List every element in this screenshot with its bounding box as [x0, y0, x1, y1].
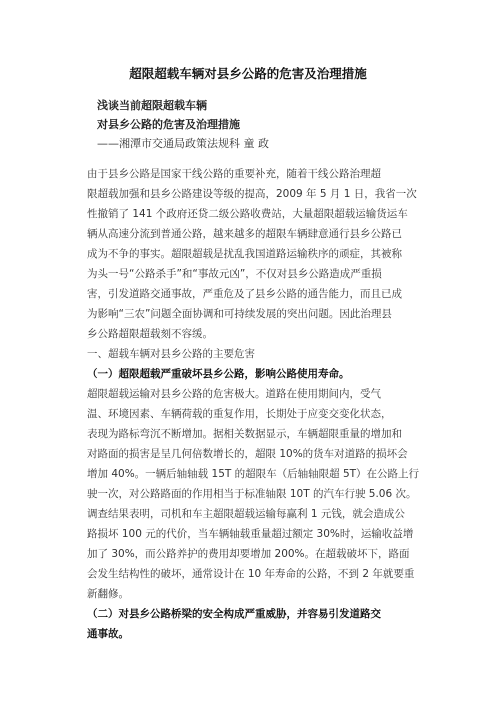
- body-line: 为影响“三农”问题全面协调和可持续发展的突出问题。因此治理县: [87, 308, 392, 320]
- body-line: 驶一次，对公路路面的作用相当于标准轴限 10T 的汽车行驶 5.06 次。: [87, 488, 417, 500]
- body-line: 温、环境因素、车辆荷载的重复作用，长期处于应变交变化状态，: [87, 408, 392, 420]
- body-line: 增加 40%。一辆后轴轴载 15T 的超限车（后轴轴限超 5T）在公路上行: [87, 468, 420, 480]
- section-heading: 一、超载车辆对县乡公路的主要危害: [87, 348, 255, 360]
- body-line: 超限超载运输对县乡公路的危害极大。道路在使用期间内，受气: [87, 388, 381, 400]
- body-line: 限超载加强和县乡公路建设等级的提高，2009 年 5 月 1 日，我省一次: [87, 188, 417, 200]
- body-line: 路损坏 100 元的代价，当车辆轴载重量超过额定 30%时，运输收益增: [87, 528, 414, 540]
- body-line: 成为不争的事实。超限超载是扰乱我国道路运输秩序的顽症，其被称: [87, 248, 402, 260]
- body-line: 性撤销了 141 个政府还贷二级公路收费站，大量超限超载运输货运车: [87, 208, 408, 220]
- body-line: 加了 30%，而公路养护的费用却要增加 200%。在超载破坏下，路面: [87, 548, 410, 560]
- body-line: 对路面的损害是呈几何倍数增长的，超限 10%的货车对道路的损坏会: [87, 448, 408, 460]
- body-line: 害，引发道路交通事故，严重危及了县乡公路的通告能力，而且已成: [87, 288, 402, 300]
- body-line: 表现为路标弯沉不断增加。据相关数据显示，车辆超限重量的增加和: [87, 428, 402, 440]
- subheading-2: 对县乡公路的危害及治理措施: [97, 118, 240, 131]
- subsection-heading: （一）超限超载严重破坏县乡公路，影响公路使用寿命。: [87, 368, 350, 380]
- body-line: 调查结果表明，司机和车主超限超载运输每赢利 1 元钱，就会造成公: [87, 508, 405, 520]
- body-line: 为头一号“公路杀手”和“事故元凶”，不仅对县乡公路造成严重损: [87, 268, 382, 280]
- body-line: 乡公路超限超载刻不容缓。: [87, 328, 213, 340]
- subheading-1: 浅谈当前超限超载车辆: [97, 99, 207, 112]
- document-title: 超限超载车辆对县乡公路的危害及治理措施: [129, 66, 367, 81]
- author-line: ——湘潭市交通局政策法规科 童 政: [97, 137, 269, 150]
- body-line: 辆从高速分流到普通公路，越来越多的超限车辆肆意通行县乡公路已: [87, 228, 402, 240]
- subsection-heading: （二）对县乡公路桥梁的安全构成严重威胁，并容易引发道路交: [87, 608, 381, 620]
- subsection-heading: 通事故。: [87, 628, 129, 640]
- body-line: 由于县乡公路是国家干线公路的重要补充，随着干线公路治理超: [87, 168, 381, 180]
- body-line: 新翻修。: [87, 588, 129, 600]
- body-line: 会发生结构性的破坏，通常设计在 10 年寿命的公路，不到 2 年就要重: [87, 568, 415, 580]
